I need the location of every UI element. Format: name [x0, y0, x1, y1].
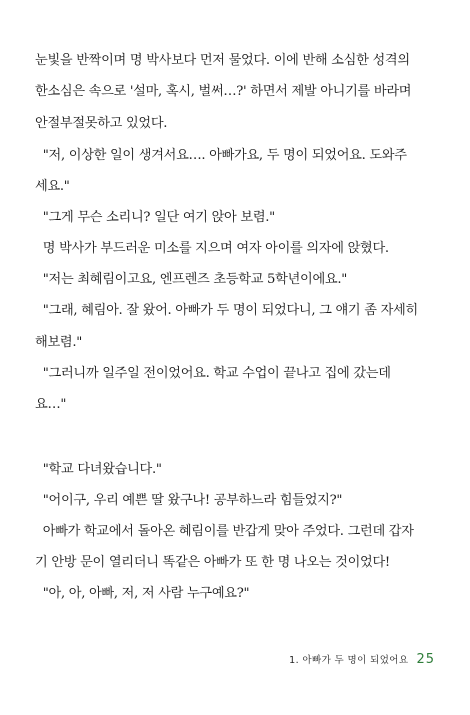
body-line-1: 눈빛을 반짝이며 명 박사보다 먼저 물었다. 이에 반해 소심한 성격의 — [35, 53, 410, 68]
body-line-15: 아빠가 학교에서 돌아온 혜림이를 반갑게 맞아 주었다. 그런데 갑자 — [35, 524, 414, 539]
body-line-6: "그게 무슨 소리니? 일단 여기 앉아 보렴." — [35, 210, 275, 225]
body-line-5: 세요." — [35, 179, 70, 194]
body-line-14: "어이구, 우리 예쁜 딸 왔구나! 공부하느라 힘들었지?" — [35, 493, 343, 508]
running-chapter-title: 1. 아빠가 두 명이 되었어요 — [289, 655, 409, 666]
body-line-10: 해보렴." — [35, 335, 82, 350]
body-line-3: 안절부절못하고 있었다. — [35, 116, 168, 131]
body-line-16: 기 안방 문이 열리더니 똑같은 아빠가 또 한 명 나오는 것이었다! — [35, 555, 390, 570]
body-line-17: "아, 아, 아빠, 저, 저 사람 누구예요?" — [35, 586, 250, 601]
page-footer — [289, 652, 435, 670]
body-line-2: 한소심은 속으로 '설마, 혹시, 벌써…?' 하면서 제발 아니기를 바라며 — [35, 84, 412, 99]
body-line-4: "저, 이상한 일이 생겨서요…. 아빠가요, 두 명이 되었어요. 도와주 — [35, 148, 407, 163]
body-line-13: "학교 다녀왔습니다." — [35, 462, 162, 477]
body-line-12: 요…" — [35, 397, 67, 412]
body-line-11: "그러니까 일주일 전이었어요. 학교 수업이 끝나고 집에 갔는데 — [35, 366, 391, 381]
body-line-7: 명 박사가 부드러운 미소를 지으며 여자 아이를 의자에 앉혔다. — [35, 241, 389, 256]
page-number: 25 — [416, 652, 435, 667]
body-line-8: "저는 최혜림이고요, 엔프렌즈 초등학교 5학년이에요." — [35, 272, 347, 287]
body-line-9: "그래, 혜림아. 잘 왔어. 아빠가 두 명이 되었다니, 그 얘기 좀 자세히 — [35, 303, 418, 318]
